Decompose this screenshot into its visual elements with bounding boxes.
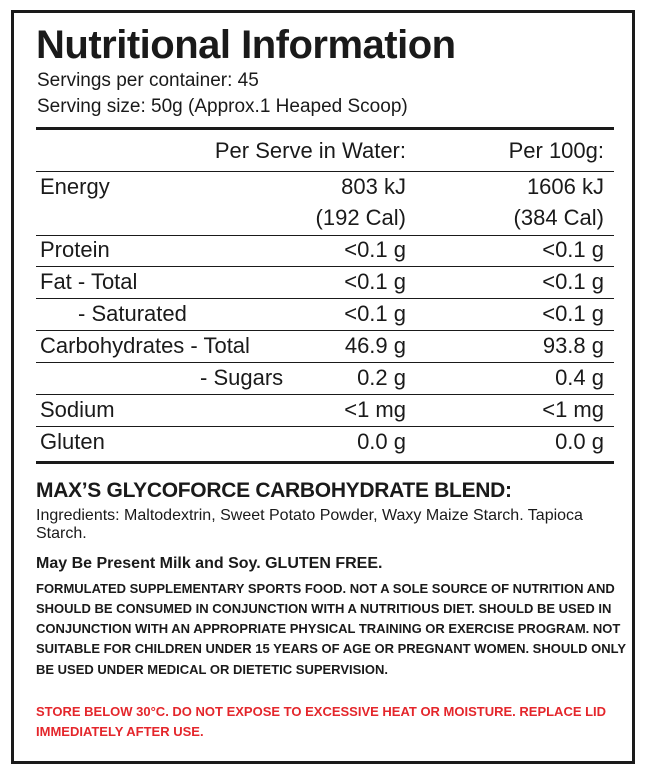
servings-per-container: Servings per container: 45 [37, 70, 259, 91]
row-divider [36, 266, 614, 267]
row-divider [36, 362, 614, 363]
row-sodium-per-100g: <1 mg [542, 397, 604, 422]
row-sugars-name: - Sugars [200, 365, 284, 390]
row-protein-per-serve: <0.1 g [344, 237, 406, 262]
row-fat-total-per-100g: <0.1 g [542, 269, 604, 294]
row-divider [36, 235, 614, 236]
row-saturated-per-serve: <0.1 g [344, 301, 406, 326]
row-energy-per-100g: 1606 kJ [526, 174, 604, 199]
nutrition-label-panel [11, 10, 635, 764]
label-title: Nutritional Information [36, 23, 456, 67]
row-divider [36, 394, 614, 395]
row-protein-name: Protein [40, 237, 110, 262]
row-gluten-per-serve: 0.0 g [357, 429, 406, 454]
header-divider [36, 127, 614, 130]
row-energy-cal-per-100g: (384 Cal) [513, 205, 604, 230]
row-fat-total-per-serve: <0.1 g [344, 269, 406, 294]
column-header-per-100g: Per 100g: [508, 138, 604, 163]
row-gluten-name: Gluten [40, 429, 105, 454]
row-carbohydrates-total-per-serve: 46.9 g [344, 333, 406, 358]
row-gluten-per-100g: 0.0 g [555, 429, 604, 454]
table-bottom-divider [36, 461, 614, 464]
row-carbohydrates-total-name: Carbohydrates - Total [40, 333, 250, 358]
row-sugars-per-100g: 0.4 g [555, 365, 604, 390]
row-energy-cal-per-serve: (192 Cal) [315, 205, 406, 230]
row-divider [36, 298, 614, 299]
row-divider [36, 171, 614, 172]
row-carbohydrates-total-per-100g: 93.8 g [542, 333, 604, 358]
ingredients-text: Ingredients: Maltodextrin, Sweet Potato Powder, Waxy Maize Starch. Tapioca Starch. [36, 507, 583, 543]
row-divider [36, 330, 614, 331]
row-fat-total-name: Fat - Total [40, 269, 138, 294]
row-divider [36, 426, 614, 427]
row-energy-per-serve: 803 kJ [341, 174, 406, 199]
blend-title: MAX’S GLYCOFORCE CARBOHYDRATE BLEND: [36, 479, 512, 502]
row-protein-per-100g: <0.1 g [542, 237, 604, 262]
usage-warning: FORMULATED SUPPLEMENTARY SPORTS FOOD. NOT A SOLE SOURCE OF NUTRITION AND SHOULD BE CONSUMED IN CONJUNCTION WITH A NUTRITIOUS DIET. SHOULD BE USED IN CONJUNCTION WITH AN APPROPRIATE PHYSICAL TRAINING OR EXERCISE PROGRAM. NOT SUITABLE FOR CHILDREN UNDER 15 YEARS OF AGE OR PREGNANT WOMEN. SHOULD ONLY BE USED UNDER MEDICAL OR DIETETIC SUPERVISION. [36, 581, 626, 677]
row-sugars-per-serve: 0.2 g [357, 365, 406, 390]
column-header-per-serve: Per Serve in Water: [214, 138, 406, 163]
row-saturated-name: - Saturated [78, 301, 187, 326]
row-saturated-per-100g: <0.1 g [542, 301, 604, 326]
row-energy-name: Energy [40, 174, 110, 199]
row-sodium-name: Sodium [40, 397, 115, 422]
storage-warning: STORE BELOW 30°C. DO NOT EXPOSE TO EXCESSIVE HEAT OR MOISTURE. REPLACE LID IMMEDIATELY AFTER USE. [36, 704, 607, 740]
row-sodium-per-serve: <1 mg [344, 397, 406, 422]
allergen-statement: May Be Present Milk and Soy. GLUTEN FREE. [36, 555, 383, 572]
serving-size: Serving size: 50g (Approx.1 Heaped Scoop) [37, 96, 408, 117]
